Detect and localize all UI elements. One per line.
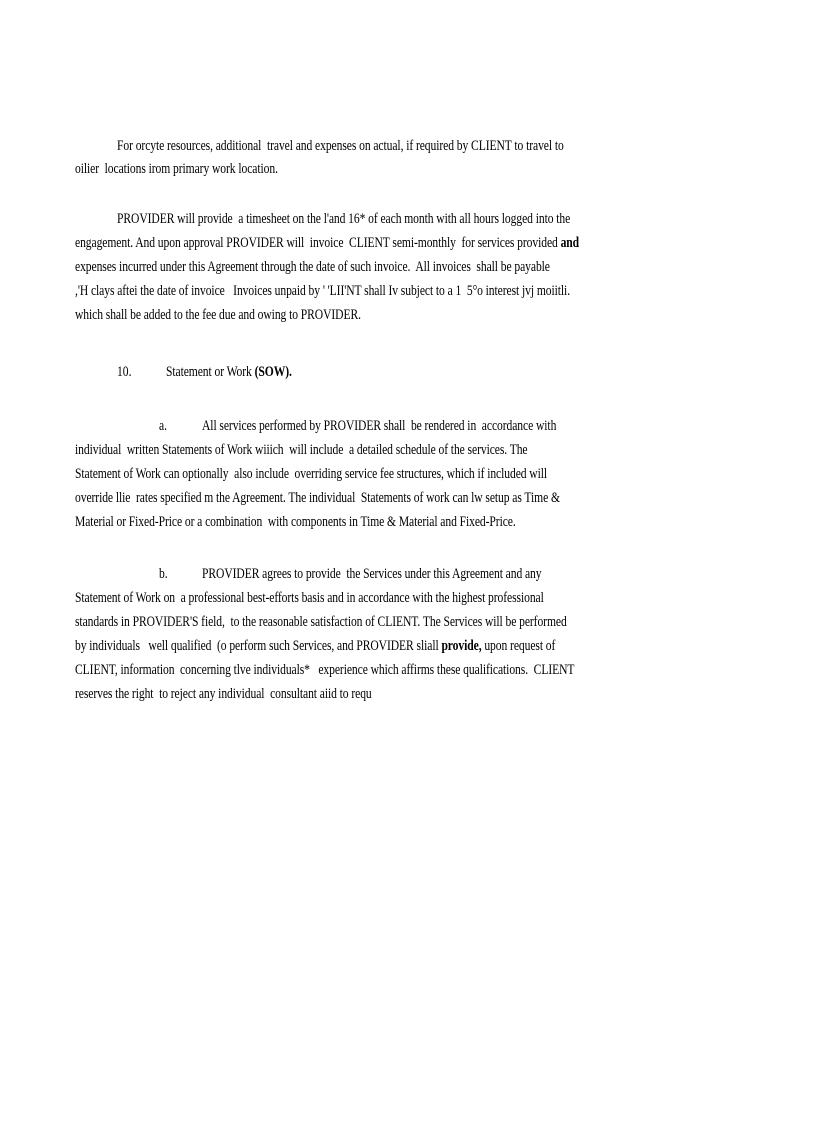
item-b-line-4-tail: upon request of	[484, 638, 556, 654]
item-b-marker: b.	[159, 566, 168, 582]
item-a-line-1: All services performed by PROVIDER shall be rendered in accordance with	[202, 418, 557, 434]
paragraph-2-line-4: ,'H clays aftei the date of invoice Invoices unpaid by ' 'LII'NT shall Iv subject to a 1 5°o interest jvj moiitli.	[75, 283, 571, 299]
item-a-line-3: Statement of Work can optionally also include overriding service fee structures, which if included will	[75, 466, 548, 482]
paragraph-2-line-2-bold: and	[560, 235, 580, 251]
item-a-line-4: override llie rates specified m the Agreement. The individual Statements of work can lw setup as Time &	[75, 490, 560, 506]
section-10-title-bold: (SOW).	[254, 364, 292, 380]
paragraph-2-line-5: which shall be added to the fee due and owing to PROVIDER.	[75, 307, 361, 323]
item-a-marker: a.	[159, 418, 168, 434]
item-b-line-2: Statement of Work on a professional best-efforts basis and in accordance with the highest professional	[75, 590, 544, 606]
paragraph-1-line-2: oilier locations irom primary work location.	[75, 161, 278, 177]
item-b-line-1: PROVIDER agrees to provide the Services under this Agreement and any	[202, 566, 542, 582]
paragraph-2-line-3: expenses incurred under this Agreement through the date of such invoice. All invoices shall be payable	[75, 259, 550, 275]
item-b-line-3: standards in PROVIDER'S field, to the reasonable satisfaction of CLIENT. The Services will be performed	[75, 614, 567, 630]
paragraph-2-line-2-text: engagement. And upon approval PROVIDER will invoice CLIENT semi-monthly for services provided	[75, 235, 558, 251]
item-b-line-5: CLIENT, information concerning tlve individuals* experience which affirms these qualifications. CLIENT	[75, 662, 575, 678]
section-10-number: 10.	[117, 364, 132, 380]
paragraph-2-line-1: PROVIDER will provide a timesheet on the l'and 16* of each month with all hours logged into the	[117, 211, 571, 227]
paragraph-1-line-1: For orcyte resources, additional travel and expenses on actual, if required by CLIENT to travel to	[117, 138, 564, 154]
item-a-line-2: individual written Statements of Work wiiich will include a detailed schedule of the services. The	[75, 442, 528, 458]
item-b-line-4-bold: provide,	[441, 638, 482, 654]
section-10-title-plain: Statement or Work	[166, 364, 252, 380]
item-b-line-6: reserves the right to reject any individual consultant aiid to requ	[75, 686, 372, 702]
section-10-title	[166, 363, 292, 381]
item-b-line-4-text: by individuals well qualified (o perform such Services, and PROVIDER sliall	[75, 638, 439, 654]
item-b-line-4	[75, 637, 555, 655]
item-a-line-5: Material or Fixed-Price or a combination with components in Time & Material and Fixed-Price.	[75, 514, 516, 530]
paragraph-2-line-2	[75, 234, 579, 252]
